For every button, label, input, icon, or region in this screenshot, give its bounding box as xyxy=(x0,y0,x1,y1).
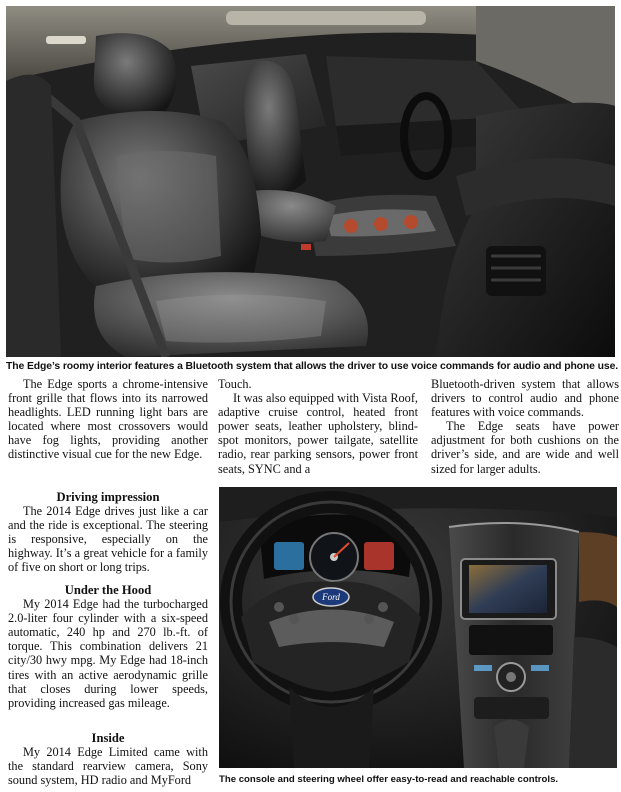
intro-paragraph: The Edge sports a chrome-intensive front grille that flows into its narrowed headlights. LED running light bars are located where most crossovers would have fog lights, providing another distinctive visual cue for the new Edge. xyxy=(8,377,208,462)
hood-heading: Under the Hood xyxy=(64,583,152,597)
dashboard-photo xyxy=(219,487,617,768)
inside-paragraph: My 2014 Edge Limited came with the standard rearview camera, Sony sound system, HD radio and MyFord xyxy=(8,745,208,788)
seats-paragraph: The Edge seats have power adjustment for both cushions on the driver’s side, and are wide and well sized for larger adults. xyxy=(431,419,619,476)
bottom-photo-caption: The console and steering wheel offer easy-to-read and reachable controls. xyxy=(219,774,559,785)
column-2 xyxy=(218,377,418,476)
features-paragraph: It was also equipped with Vista Roof, adaptive cruise control, heated front power seats, leather upholstery, blind-spot monitors, power tailgate, satellite radio, rear parking sensors, power front seats, SYNC and a xyxy=(218,391,418,476)
column-3 xyxy=(431,377,619,476)
dashboard-illustration xyxy=(219,487,617,768)
col2-continuation: Touch. xyxy=(218,377,252,391)
driving-heading: Driving impression xyxy=(56,490,160,504)
top-photo-caption: The Edge’s roomy interior features a Bluetooth system that allows the driver to use voice commands for audio and phone use. xyxy=(6,361,619,372)
driving-paragraph: The 2014 Edge drives just like a car and the ride is exceptional. The steering is responsive, especially on the highway. It’s a great vehicle for a family of five on short or long trips. xyxy=(8,504,208,575)
col3-continuation: Bluetooth-driven system that allows drivers to control audio and phone features with voice commands. xyxy=(431,377,619,420)
interior-illustration xyxy=(6,6,615,357)
interior-photo xyxy=(6,6,615,357)
inside-heading: Inside xyxy=(91,731,125,745)
ford-badge: Ford xyxy=(322,592,340,602)
hood-paragraph: My 2014 Edge had the turbocharged 2.0-liter four cylinder with a six-speed automatic, 240 hp and 270 lb.-ft. of torque. This combination delivers 21 city/30 hwy mpg. My Edge had 18-inch tires with an active aerodynamic grille that closes during lower speeds, providing increased gas mileage. xyxy=(8,597,208,710)
